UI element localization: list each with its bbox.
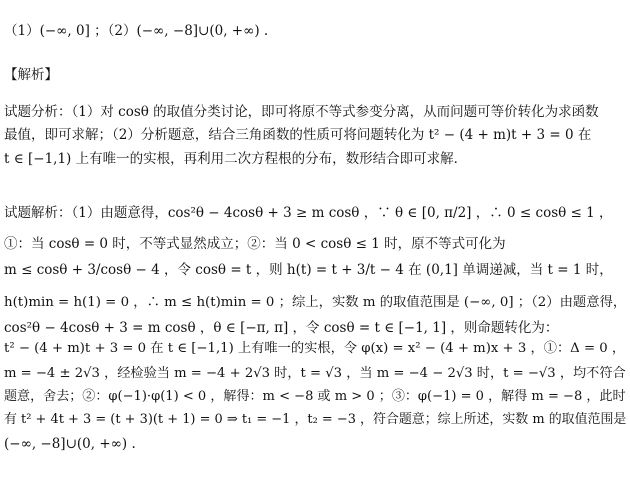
section-header: 【解析】 [4, 67, 58, 83]
answer-line: （1）(−∞, 0] ；（2）(−∞, −8]∪(0, +∞) . [4, 23, 269, 39]
analysis-line-3: t ∈ [−1,1) 上有唯一的实根，再利用二次方程根的分布，数形结合即可求解． [4, 151, 468, 167]
solution-line-10: (−∞, −8]∪(0, +∞) . [4, 436, 136, 452]
solution-line-4: h(t)min = h(1) = 0 ，∴ m ≤ h(t)min = 0 ；综上，实数 m 的取值范围是 (−∞, 0] ；（2）由题意得， [4, 295, 627, 310]
solution-line-8: 题意，舍去；②：φ(−1)·φ(1) < 0 ，解得：m < −8 或 m > 0 ；③：φ(−1) = 0 ，解得 m = −8 ，此时 [4, 389, 626, 404]
solution-line-3: m ≤ cosθ + 3/cosθ − 4 ，令 cosθ = t ，则 h(t) = t + 3/t − 4 在 (0,1] 单调递减，当 t = 1 时， [4, 262, 613, 278]
analysis-line-2: 最值，即可求解；（2）分析题意，结合三角函数的性质可将问题转化为 t² − (4 + m)t + 3 = 0 在 [4, 127, 592, 143]
solution-line-5: cos²θ − 4cosθ + 3 = m cosθ ，θ ∈ [−π, π] ，令 cosθ = t ∈ [−1, 1] ，则命题转化为： [4, 320, 559, 336]
solution-line-1: 试题解析：（1）由题意得，cos²θ − 4cosθ + 3 ≥ m cosθ ，∵ θ ∈ [0, π/2] ，∴ 0 ≤ cosθ ≤ 1 ， [4, 205, 613, 221]
analysis-line-1: 试题分析：（1）对 cosθ 的取值分类讨论，即可将原不等式参变分离，从而问题可等价转化为求函数 [4, 104, 599, 120]
solution-line-6: t² − (4 + m)t + 3 = 0 在 t ∈ [−1,1) 上有唯一的实根，令 φ(x) = x² − (4 + m)x + 3 ，①：Δ = 0 ， [4, 341, 626, 356]
solution-line-2: ①：当 cosθ = 0 时，不等式显然成立；②：当 0 < cosθ ≤ 1 时，原不等式可化为 [4, 236, 506, 252]
solution-line-7: m = −4 ± 2√3 ，经检验当 m = −4 + 2√3 时，t = √3 ，当 m = −4 − 2√3 时，t = −√3 ，均不符合 [4, 366, 626, 381]
solution-line-9: 有 t² + 4t + 3 = (t + 3)(t + 1) = 0 ⇒ t₁ = −1 ，t₂ = −3 ，符合题意；综上所述，实数 m 的取值范围是 [4, 412, 627, 427]
